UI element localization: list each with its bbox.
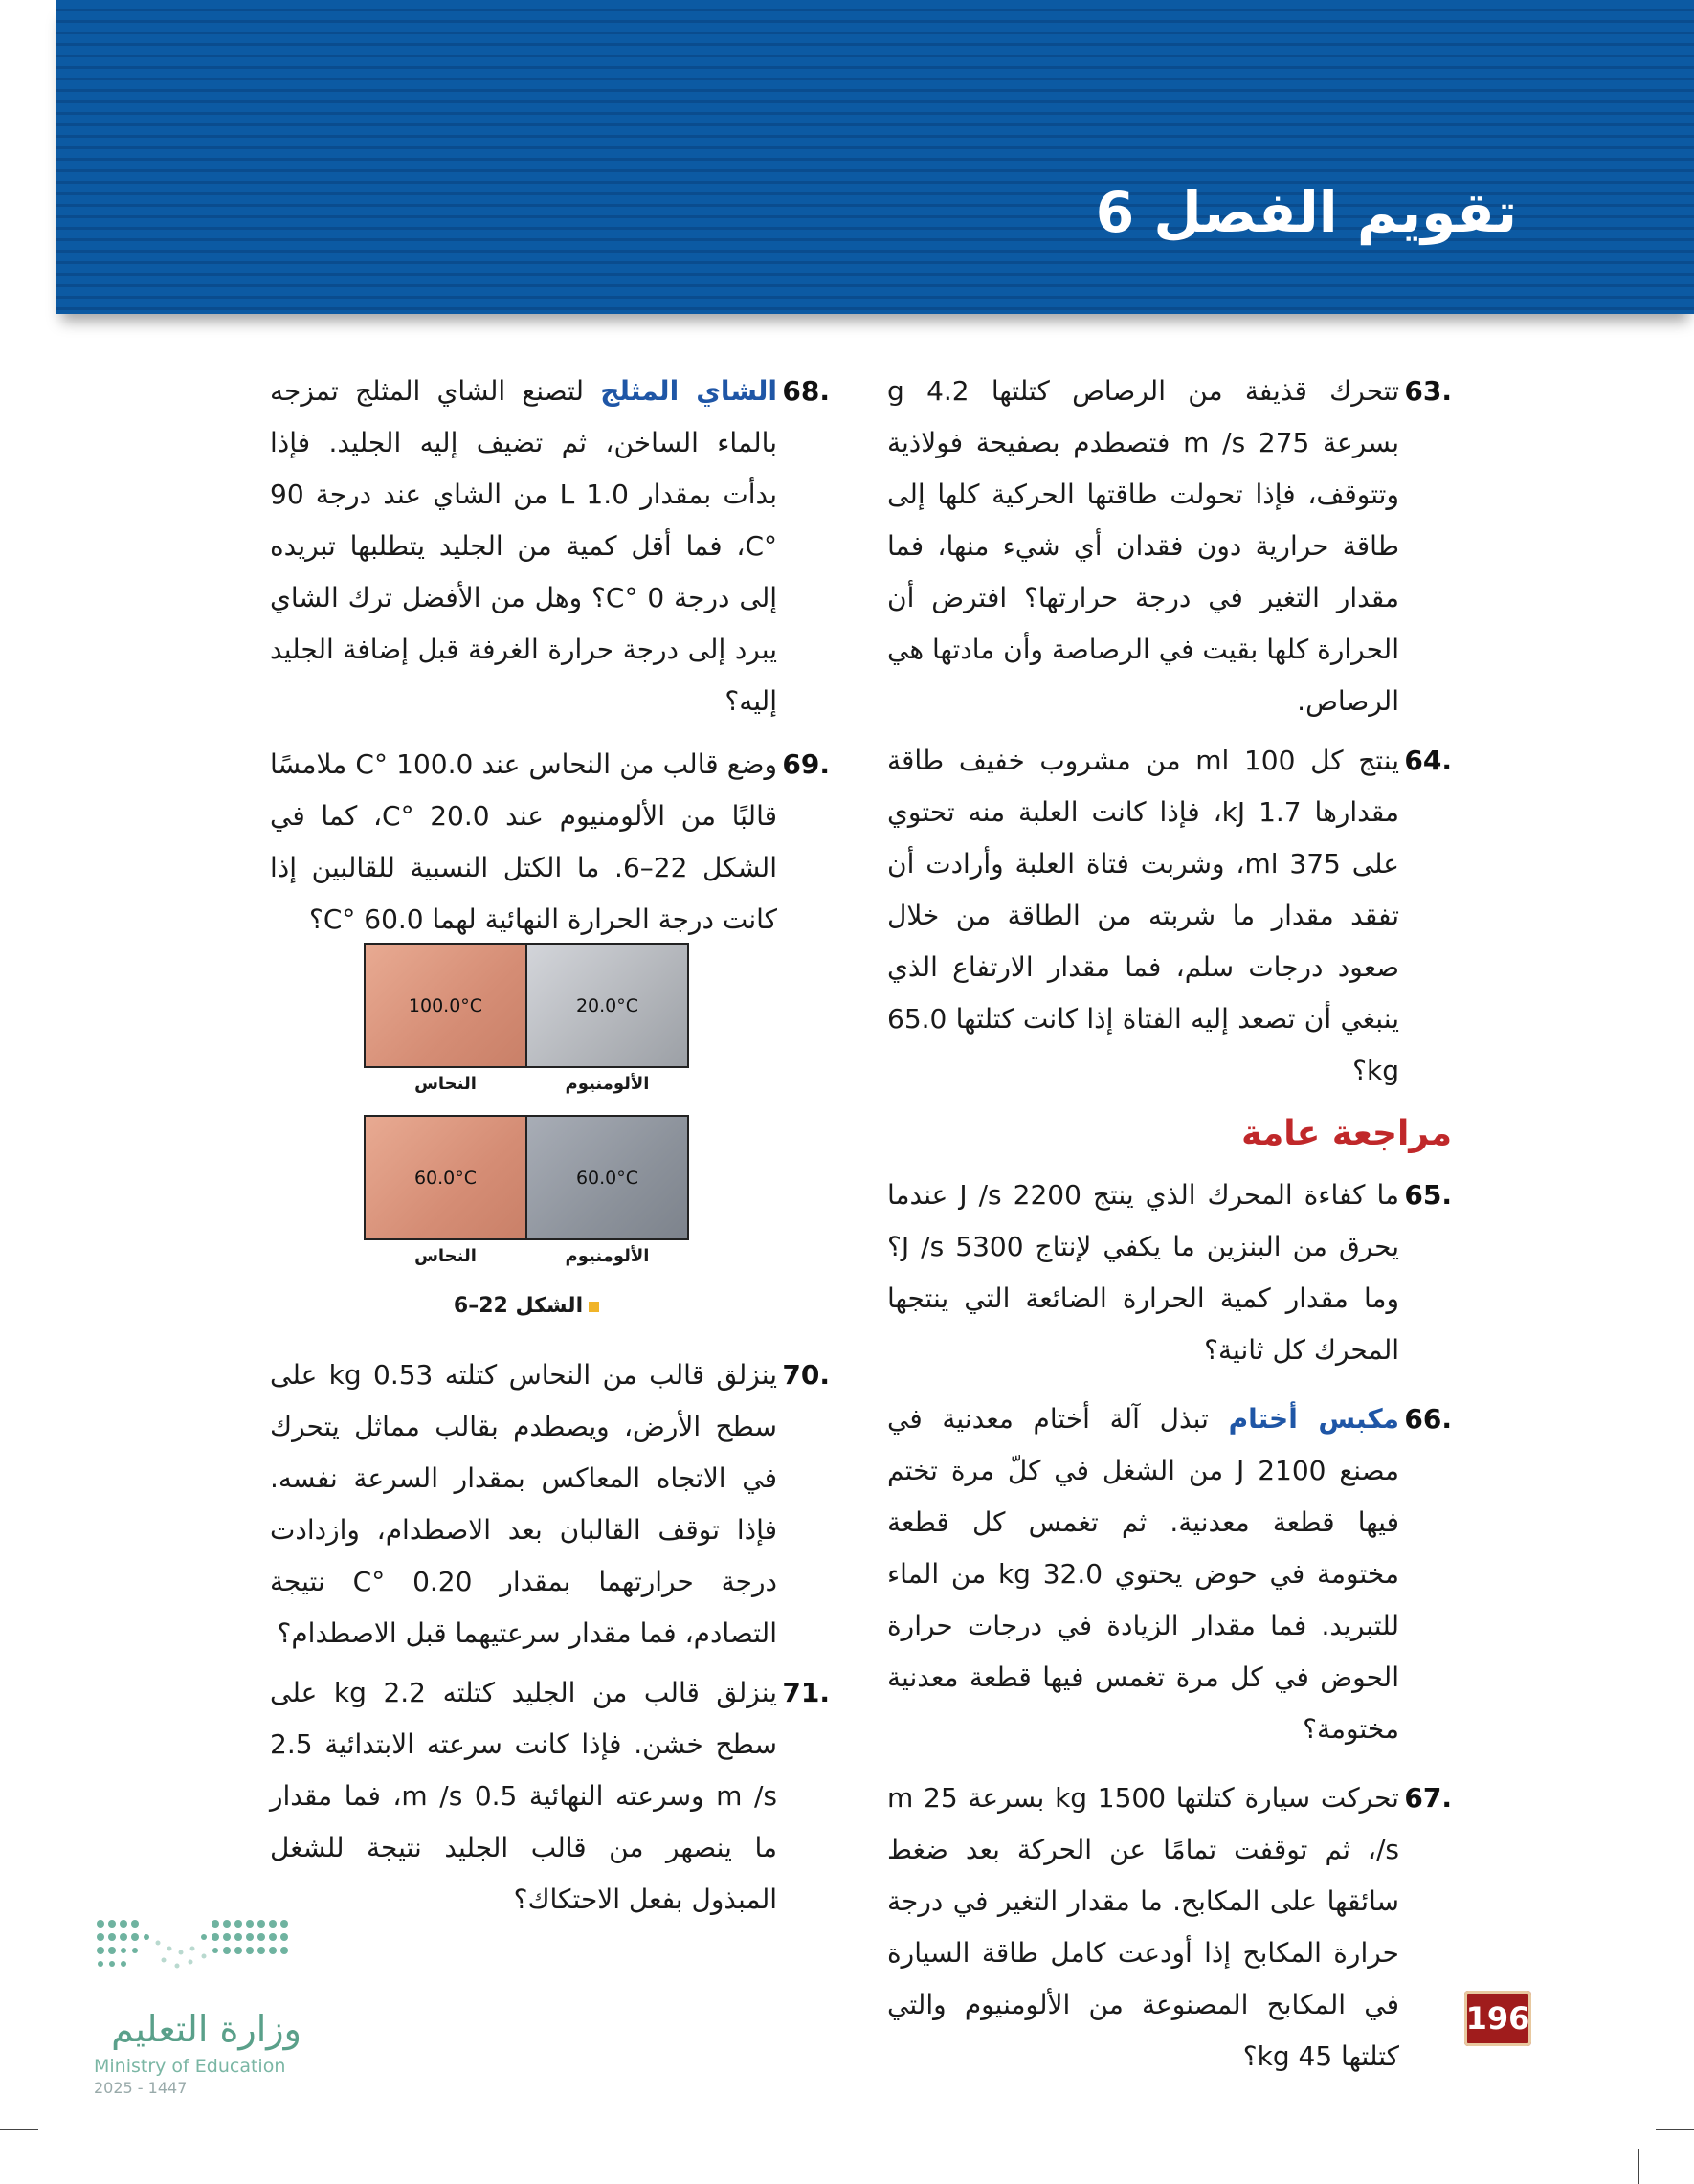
question-71 [270,1667,830,1926]
copper-label: النحاس [414,1246,477,1266]
left-column-bottom [270,1349,830,1933]
figure-22-6 [354,938,699,1321]
caption-bullet-icon [589,1302,599,1312]
question-68 [270,366,830,727]
ministry-name-arabic: وزارة التعليم [111,2008,301,2050]
question-number: .66 [1404,1403,1452,1435]
question-text: ينزلق قالب من النحاس كتلته 0.53 kg على سطح الأرض، ويصطدم بقالب مماثل يتحرك في الاتجاه المعاكس بمقدار السرعة نفسه. فإذا توقف القالبان بعد الاصطدام، وازدادت درجة حرارتهما بمقدار 0.20 °C نتيجة التصادم، فما مقدار سرعتيهما قبل الاصطدام؟ [270,1359,778,1649]
caption-text: الشكل 22–6 [453,1294,584,1318]
question-number: .65 [1404,1179,1452,1211]
question-66 [887,1393,1452,1755]
copper-block-initial [364,943,527,1068]
question-number: .70 [782,1359,830,1391]
question-number: .63 [1404,375,1452,407]
question-text: ينزلق قالب من الجليد كتلته 2.2 kg على سطح خشن. فإذا كانت سرعته الابتدائية 2.5 m /s وسرعته النهائية 0.5 m /s، فما مقدار ما ينصهر من قالب الجليد نتيجة للشغل المبذول بفعل الاحتكاك؟ [270,1677,777,1915]
question-number: .69 [782,748,830,780]
temperature-label: 60.0°C [575,1167,639,1189]
page-number: 196 [1464,1991,1531,2046]
question-number: .67 [1404,1782,1452,1814]
question-64 [887,735,1452,1097]
question-number: .71 [782,1677,830,1708]
question-number: .64 [1404,745,1452,776]
question-67 [887,1772,1452,2083]
chapter-header-banner [56,0,1694,314]
question-69 [270,739,830,946]
aluminum-block-final [525,1115,689,1240]
ministry-year: 2025 - 1447 [94,2079,188,2097]
ministry-name-english: Ministry of Education [94,2056,286,2077]
question-keyword: مكبس أختام [1228,1403,1399,1435]
figure-caption [354,1294,699,1318]
question-65 [887,1170,1452,1376]
crop-mark [1656,2129,1694,2130]
question-text: ما كفاءة المحرك الذي ينتج 2200 J /s عندما يحرق من البنزين ما يكفي لإنتاج 5300 J /s؟ وما مقدار كمية الحرارة الضائعة التي ينتجها المحرك كل ثانية؟ [887,1179,1399,1366]
ministry-logo [91,1914,311,2106]
temperature-label: 100.0°C [408,994,483,1016]
question-text: لتصنع الشاي المثلج تمزجه بالماء الساخن، ثم تضيف إليه الجليد. فإذا بدأت بمقدار 1.0 L من الشاي عند درجة 90 °C، فما أقل كمية من الجليد يتطلبها تبريده إلى درجة 0 °C؟ وهل من الأفضل ترك الشاي يبرد إلى درجة حرارة الغرفة قبل إضافة الجليد إليه؟ [270,375,778,717]
aluminum-label: الألومنيوم [565,1074,650,1094]
right-column [887,366,1452,2090]
question-70 [270,1349,830,1660]
question-text: ينتج كل 100 ml من مشروب خفيف طاقة مقدارها 1.7 kJ، فإذا كانت العلبة منه تحتوي على 375 ml، وشربت فتاة العلبة وأرادت أن تفقد مقدار ما شربته من الطاقة من خلال صعود درجات سلم، فما مقدار الارتفاع الذي ينبغي أن تصعد إليه الفتاة إذا كانت كتلتها 65.0 kg؟ [887,745,1400,1086]
crop-mark [1638,2149,1639,2184]
question-63 [887,366,1452,727]
question-text: تتحرك قذيفة من الرصاص كتلتها 4.2 g بسرعة 275 m /s فتصطدم بصفيحة فولاذية وتتوقف، فإذا تحولت طاقتها الحركية كلها إلى طاقة حرارية دون فقدان أي شيء منها، فما مقدار التغير في درجة حرارتها؟ افترض أن الحرارة كلها بقيت في الرصاصة وأن مادتها هي الرصاص. [887,375,1400,717]
page-title: تقويم الفصل 6 [1095,180,1517,245]
logo-dots-icon [91,1914,311,2000]
question-keyword: الشاي المثلج [600,375,778,407]
question-number: .68 [782,375,830,407]
left-column-top [270,366,830,953]
copper-block-final [364,1115,527,1240]
copper-label: النحاس [414,1074,477,1094]
aluminum-block-initial [525,943,689,1068]
temperature-label: 60.0°C [413,1167,478,1189]
crop-mark [0,2129,38,2130]
temperature-label: 20.0°C [575,994,639,1016]
section-heading: مراجعة عامة [1241,1114,1452,1153]
aluminum-label: الألومنيوم [565,1246,650,1266]
question-text: تحركت سيارة كتلتها 1500 kg بسرعة 25 m /s، ثم توقفت تمامًا عن الحركة بعد ضغط سائقها على المكابح. ما مقدار التغير في درجة حرارة المكابح إذا أودعت كامل طاقة السيارة في المكابح المصنوعة من الألومنيوم والتي كتلتها 45 kg؟ [887,1782,1399,2072]
question-text: وضع قالب من النحاس عند 100.0 °C ملامسًا قالبًا من الألومنيوم عند 20.0 °C، كما في الشكل 22–6. ما الكتل النسبية للقالبين إذا كانت درجة الحرارة النهائية لهما 60.0 °C؟ [270,748,778,935]
question-text: تبذل آلة أختام معدنية في مصنع 2100 J من الشغل في كلّ مرة تختم فيها قطعة معدنية. ثم تغمس كل قطعة مختومة في حوض يحتوي 32.0 kg من الماء للتبريد. فما مقدار الزيادة في درجات حرارة الحوض في كل مرة تغمس فيها قطعة معدنية مختومة؟ [887,1403,1399,1745]
